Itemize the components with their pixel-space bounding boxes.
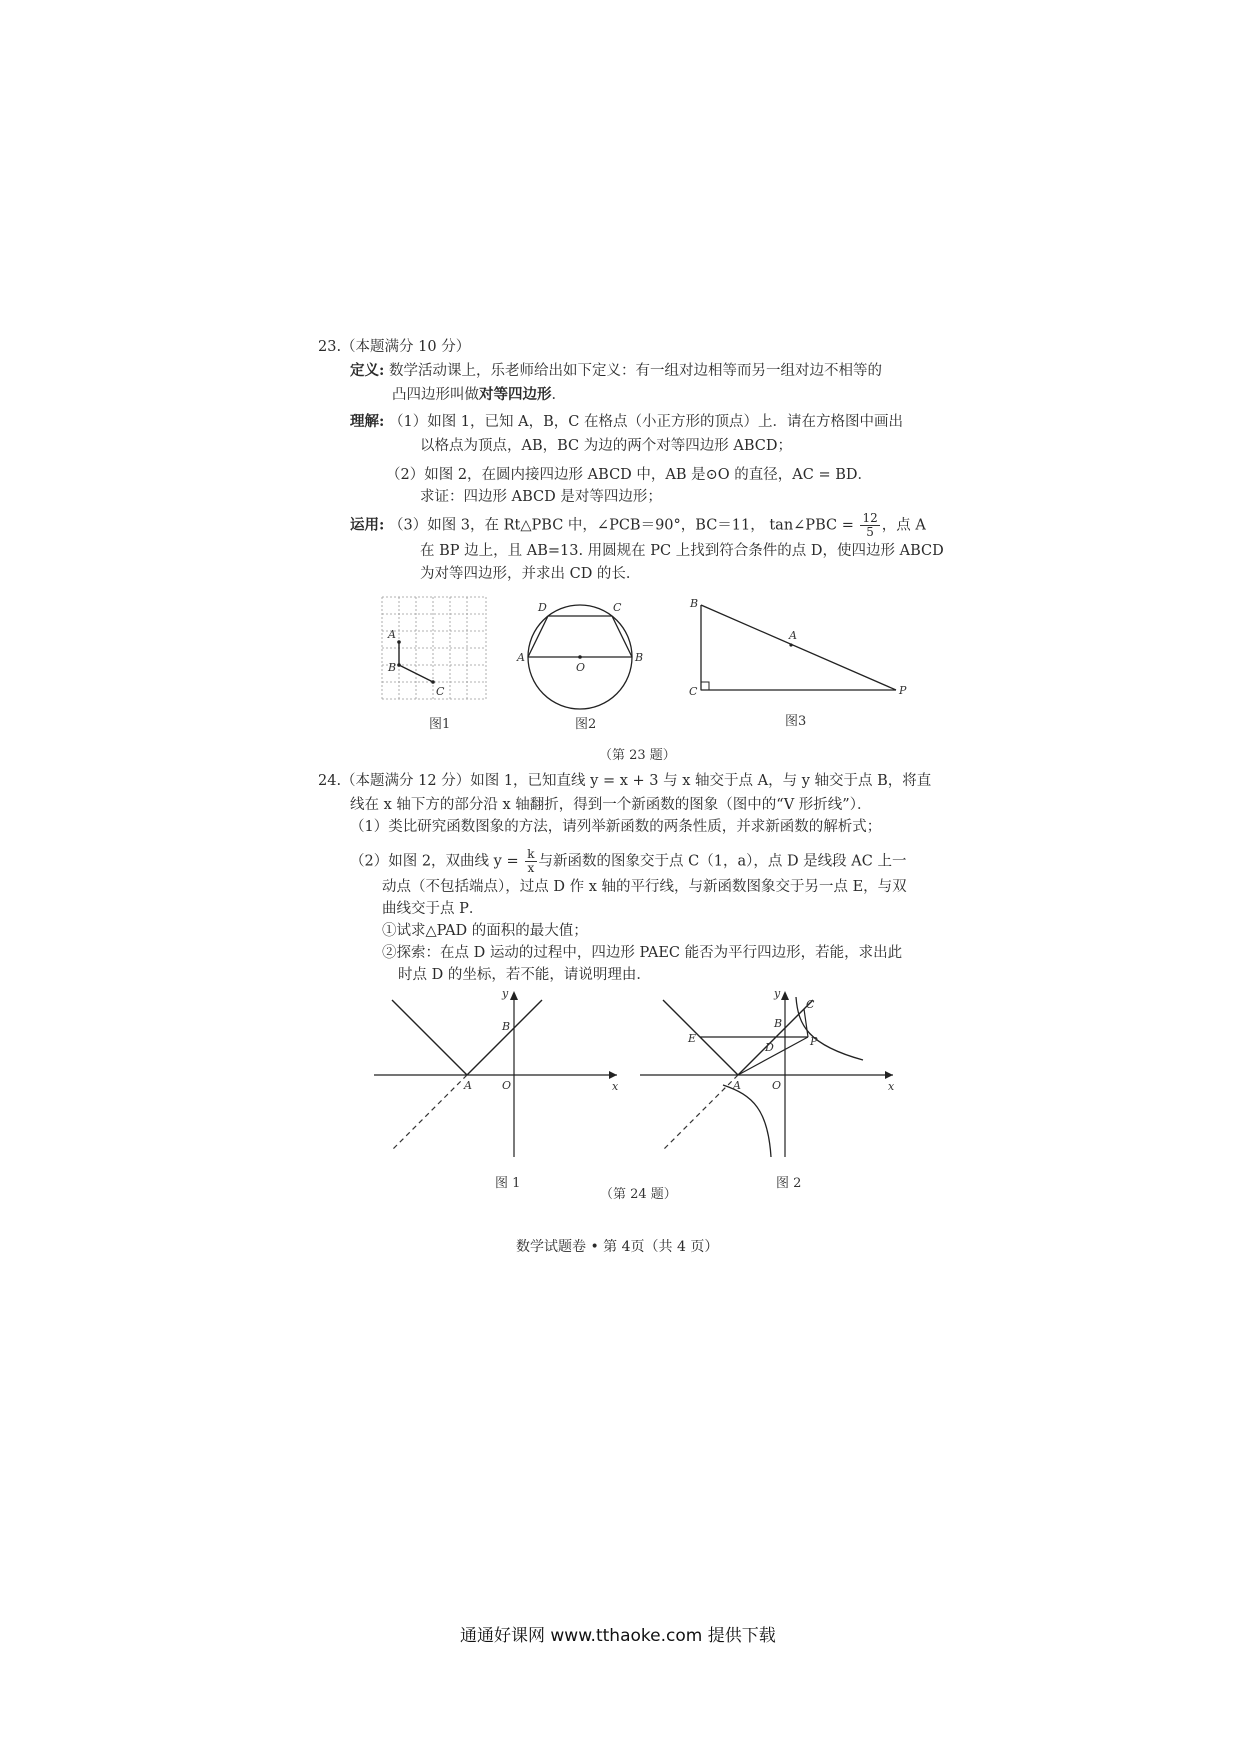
part2-text: （2）如图 2，双曲线 y = xyxy=(350,853,519,870)
v-right-branch xyxy=(467,1000,542,1075)
label-c: C xyxy=(436,685,445,698)
q23-understanding-1b: 以格点为顶点，AB，BC 为边的两个对等四边形 ABCD； xyxy=(420,438,792,454)
tan-fraction-denominator: 5 xyxy=(866,525,874,539)
label-e: E xyxy=(688,1032,697,1045)
understanding-1-text: （1）如图 1，已知 A，B，C 在格点（小正方形的顶点）上．请在方格图中画出 xyxy=(388,414,903,430)
tan-fraction xyxy=(860,512,879,539)
label-p: P xyxy=(810,1035,818,1048)
label-a: A xyxy=(517,651,525,664)
v-left-branch xyxy=(392,1000,467,1075)
q23-fig1-caption: 图1 xyxy=(429,717,451,732)
q24-header-b: 线在 x 轴下方的部分沿 x 轴翻折，得到一个新函数的图象（图中的“V 形折线”）． xyxy=(350,797,872,813)
label-a: A xyxy=(789,629,797,642)
q24-part2b: 动点（不包括端点），过点 D 作 x 轴的平行线，与新函数图象交于另一点 E，与双 xyxy=(382,879,907,895)
q23-definition-line2 xyxy=(392,386,566,404)
q23-application-3c: 为对等四边形，并求出 CD 的长． xyxy=(420,566,641,582)
hyperbola-fraction xyxy=(525,848,536,875)
q24-title-caption: （第 24 题） xyxy=(600,1187,677,1202)
label-x: x xyxy=(888,1080,895,1093)
q24-part2-iib: 时点 D 的坐标，若不能，请说明理由． xyxy=(398,967,651,983)
fraction-denominator-x: x xyxy=(527,861,535,875)
label-a: A xyxy=(388,628,396,641)
label-y: y xyxy=(774,987,781,1000)
q24-fig1-caption: 图 1 xyxy=(495,1176,521,1191)
definition-label: 定义: xyxy=(350,362,385,379)
q23-title-caption: （第 23 题） xyxy=(599,748,676,763)
q24-figure-1 xyxy=(372,985,622,1164)
q23-understanding-1 xyxy=(350,413,903,431)
label-y: y xyxy=(502,987,509,1000)
label-c: C xyxy=(613,601,622,614)
label-b: B xyxy=(388,661,397,674)
triangle-figure xyxy=(683,595,913,705)
q23-fig2-caption: 图2 xyxy=(575,717,597,732)
q23-figure-3 xyxy=(683,595,913,709)
label-c: C xyxy=(806,998,815,1011)
label-a: A xyxy=(733,1079,741,1092)
hyperbola-branch-2 xyxy=(723,1085,771,1157)
q24-part2c: 曲线交于点 P． xyxy=(382,901,484,917)
label-b: B xyxy=(774,1017,783,1030)
q23-fig3-caption: 图3 xyxy=(785,714,807,729)
label-o: O xyxy=(772,1079,782,1092)
label-x: x xyxy=(612,1080,619,1093)
right-angle-mark xyxy=(701,682,709,690)
grid-figure xyxy=(380,595,500,720)
label-b: B xyxy=(502,1020,511,1033)
q24-part2 xyxy=(350,848,906,875)
q24-header-a: 24.（本题满分 12 分）如图 1，已知直线 y = x + 3 与 x 轴交于点 A，与 y 轴交于点 B，将直 xyxy=(318,773,932,789)
circle-figure xyxy=(515,595,655,720)
definition-text: 数学活动课上，乐老师给出如下定义：有一组对边相等而另一组对边不相等的 xyxy=(388,363,882,379)
v-line-graph-2 xyxy=(638,985,898,1160)
side-bp xyxy=(701,605,896,690)
q24-part2-i: ①试求△PAD 的面积的最大值； xyxy=(382,923,588,939)
label-d: D xyxy=(538,601,547,614)
fraction-numerator-k: k xyxy=(527,847,535,861)
label-b: B xyxy=(635,651,644,664)
q23-figure-1 xyxy=(380,595,500,724)
page-footer: 数学试题卷 • 第 4页（共 4 页） xyxy=(516,1239,719,1255)
q23-understanding-2: （2）如图 2，在圆内接四边形 ABCD 中，AB 是⊙O 的直径，AC = BD． xyxy=(386,467,872,483)
segment-bc xyxy=(399,665,433,682)
segment-pc xyxy=(804,1009,808,1037)
label-o: O xyxy=(576,661,586,674)
q23-definition-line1 xyxy=(350,362,882,380)
application-3-text-end: ，点 A xyxy=(881,517,926,534)
q24-part1: （1）类比研究函数图象的方法，请列举新函数的两条性质，并求新函数的解析式； xyxy=(350,819,882,835)
part2-text-end: 与新函数的图象交于点 C（1，a），点 D 是线段 AC 上一 xyxy=(538,853,907,870)
q23-application-3 xyxy=(350,512,926,539)
label-d: D xyxy=(765,1041,774,1054)
v-line-graph-1 xyxy=(372,985,622,1160)
site-footer: 通通好课网 www.tthaoke.com 提供下载 xyxy=(460,1626,776,1646)
q23-understanding-2b: 求证：四边形 ABCD 是对等四边形； xyxy=(420,489,662,505)
application-3-text: （3）如图 3，在 Rt△PBC 中，∠PCB＝90°，BC＝11， tan∠PBC = xyxy=(388,517,854,534)
q24-figure-2 xyxy=(638,985,898,1164)
tan-fraction-numerator: 12 xyxy=(862,511,878,525)
q23-figure-2 xyxy=(515,595,655,724)
q23-header: 23.（本题满分 10 分） xyxy=(318,339,471,355)
label-p: P xyxy=(899,684,907,697)
q23-application-3b: 在 BP 边上，且 AB=13. 用圆规在 PC 上找到符合条件的点 D，使四边形 ABCD xyxy=(420,543,944,559)
dashed-original-line xyxy=(392,1075,467,1150)
label-c: C xyxy=(689,685,698,698)
label-b: B xyxy=(690,597,699,610)
q24-part2-ii: ②探索：在点 D 运动的过程中，四边形 PAEC 能否为平行四边形，若能，求出此 xyxy=(382,945,903,961)
label-a: A xyxy=(464,1079,472,1092)
definition-term: 对等四边形 xyxy=(479,386,552,403)
label-o: O xyxy=(502,1079,512,1092)
definition-text-end: ． xyxy=(551,387,566,403)
definition-text-2: 凸四边形叫做 xyxy=(392,387,479,403)
application-label: 运用: xyxy=(350,516,385,534)
understanding-label: 理解: xyxy=(350,413,385,430)
q24-fig2-caption: 图 2 xyxy=(776,1176,802,1191)
